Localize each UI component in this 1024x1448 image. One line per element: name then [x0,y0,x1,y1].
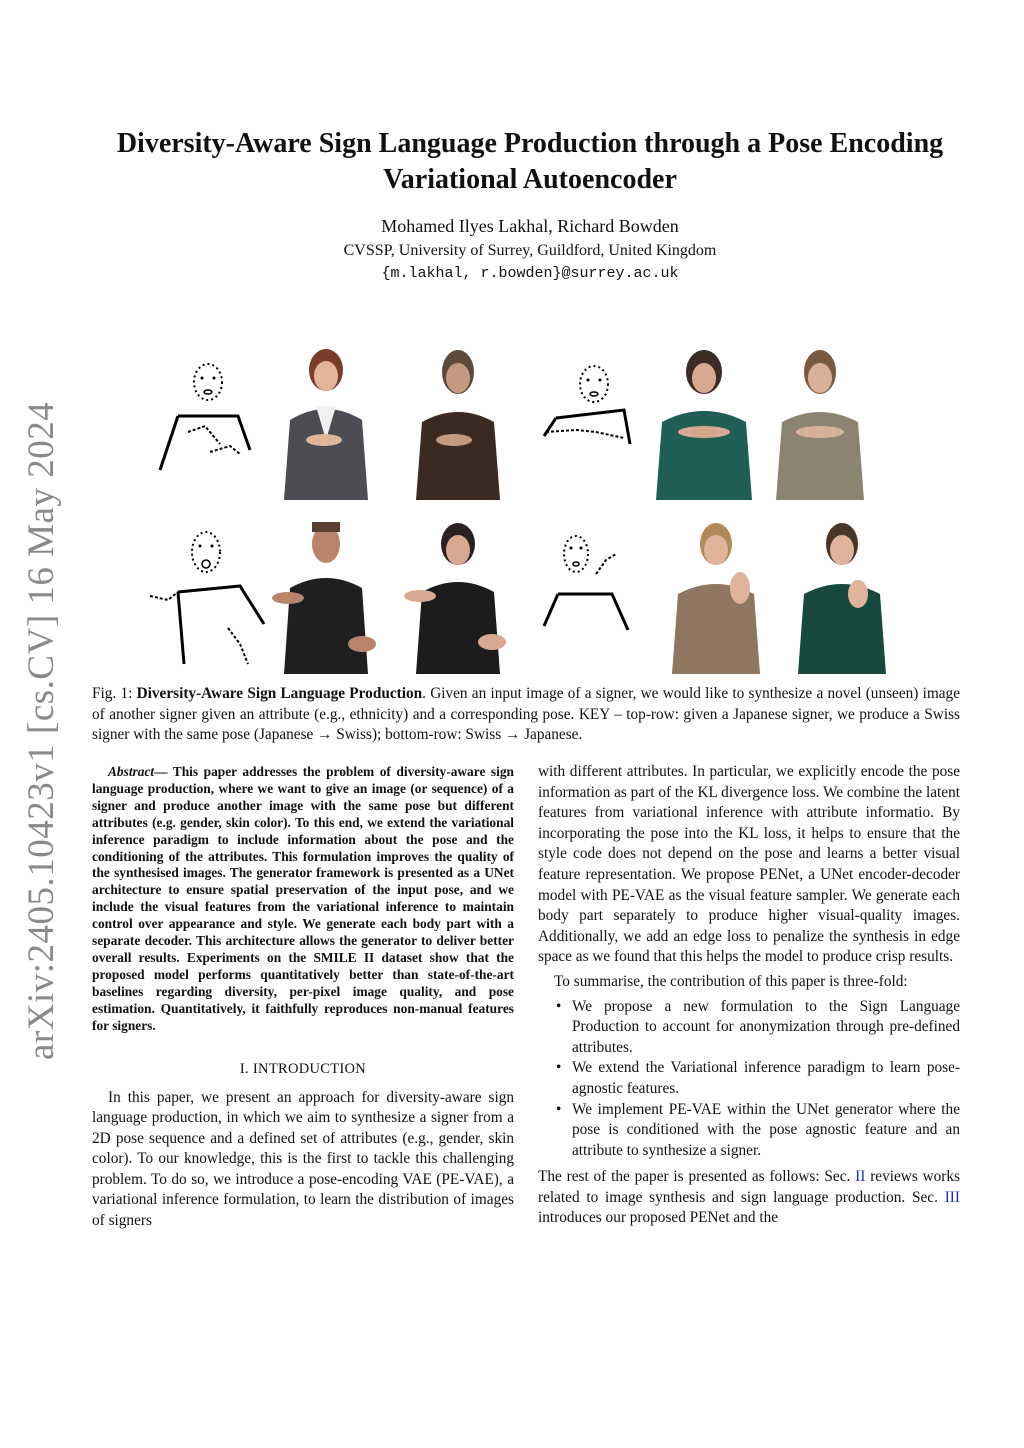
affiliation: CVSSP, University of Surrey, Guildford, United Kingdom [343,242,717,259]
email-address: {m.lakhal, r.bowden}@surrey.ac.uk [381,265,679,282]
authors: Mohamed Ilyes Lakhal, Richard Bowden [381,216,679,236]
pose-skeleton-image [150,340,262,500]
list-item: • We extend the Variational inference paradigm to learn pose-agnostic features. [556,1059,960,1097]
list-item-text: We extend the Variational inference paradigm to learn pose-agnostic features. [572,1059,960,1097]
email [90,264,970,282]
signer-image [402,514,514,674]
caption-text: . Given an input image of a signer, we would like to synthesize a novel (unseen) image of another signer given an attribute (e.g., ethnicity) and a corresponding pose. KEY – top-row: given a Japanese signer, we produce a Swiss signer with the same pose (Japanese → Swiss); bottom-row: Swiss → Japanese. [92,685,960,743]
signer-image [270,340,382,500]
list-item-text: We propose a new formulation to the Sign Language Production to account for anonymization through pre-defined attributes. [572,997,960,1056]
pose-skeleton-image [140,514,252,674]
pose-skeleton-image [536,340,648,500]
figure-1 [140,336,920,676]
signer-image [402,340,514,500]
section-title: INTRODUCTION [252,1060,367,1077]
list-item: • We implement PE-VAE within the UNet generator where the pose is conditioned with the pose agnostic feature and an attribute to synthesize a signer. [556,1100,960,1159]
paper-title [90,126,970,198]
figure-caption [92,684,960,746]
para4-text-b: reviews works related to image synthesis and sign language production. Sec. [538,1168,960,1206]
contribution-list [538,997,960,1162]
title-line-2: Variational Autoencoder [383,164,677,195]
intro-paragraph-2: with different attributes. In particular, we explicitly encode the pose information as part of the KL divergence loss. We combine the latent features from variational inference with attribute informatio. By incorporating the pose into the KL loss, it helps to ensure that the style code does not depend on the pose and learns a better visual feature representation. We propose PENet, a UNet encoder-decoder model with PE-VAE as the visual feature sampler. We generate each body part separately to produce higher visual-quality images. Additionally, we add an edge loss to penalize the synthesis in edge space as we found that this helps the model to produce crisp results. [538,763,960,966]
pose-skeleton-image [536,514,648,674]
intro-paragraph-1: In this paper, we present an approach for diversity-aware sign language production, in which we aim to synthesize a signer from a 2D pose sequence and a defined set of attributes (e.g., gender, skin color). To our knowledge, this is the first to tackle this challenging problem. To do so, we introduce a pose-encoding VAE (PE-VAE), a variational inference formulation, to learn the distribution of images of signers [92,1088,514,1230]
section-ref-link[interactable]: III [944,1188,960,1206]
caption-label: Fig. 1: [92,685,137,702]
left-column [92,764,514,1232]
title-line-1: Diversity-Aware Sign Language Production through a Pose Encoding [116,128,944,159]
right-column [538,762,960,1229]
abstract [92,764,514,1035]
signer-image [660,514,772,674]
list-item-text: We implement PE-VAE within the UNet generator where the pose is conditioned with the pose agnostic feature and an attribute to synthesize a signer. [572,1100,960,1159]
para4-text-a: The rest of the paper is presented as follows: Sec. [538,1168,856,1186]
section-number: I. [239,1060,249,1077]
arxiv-stamp: arXiv:2405.10423v1 [cs.CV] 16 May 2024 [21,401,62,1060]
intro-paragraph-4 [538,1167,960,1229]
section-heading-introduction [92,1061,514,1078]
signer-image [270,514,382,674]
section-ref-link[interactable]: II [855,1168,866,1186]
intro-paragraph-3: To summarise, the contribution of this paper is three-fold: [554,972,908,990]
signer-image [786,514,898,674]
para4-text-c: introduces our proposed PENet and the [538,1209,779,1227]
caption-title: Diversity-Aware Sign Language Production [136,685,423,702]
list-item: • We propose a new formulation to the Sign Language Production to account for anonymization through pre-defined attributes. [556,997,960,1056]
abstract-text: — This paper addresses the problem of diversity-aware sign language production, where we want to give an image (or sequence) of a signer and produce another image with the same pose but different attributes (e.g. gender, skin color). To this end, we extend the variational inference paradigm to include information about the pose and the conditioning of the attributes. This formulation improves the quality of the synthesised images. The generator framework is presented as a UNet architecture to ensure spatial preservation of the input pose, and we include the visual features from the variational inference to maintain control over appearance and style. We generate each body part with a separate decoder. This architecture allows the generator to deliver better overall results. Experiments on the SMILE II dataset show that the proposed model performs quantitatively better than state-of-the-art baselines regarding diversity, per-pixel image quality, and pose estimation. Quantitatively, it faithfully reproduces non-manual features for signers. [92,764,514,1033]
signer-image [648,340,760,500]
signer-image [764,340,876,500]
abstract-label: Abstract [108,764,155,779]
